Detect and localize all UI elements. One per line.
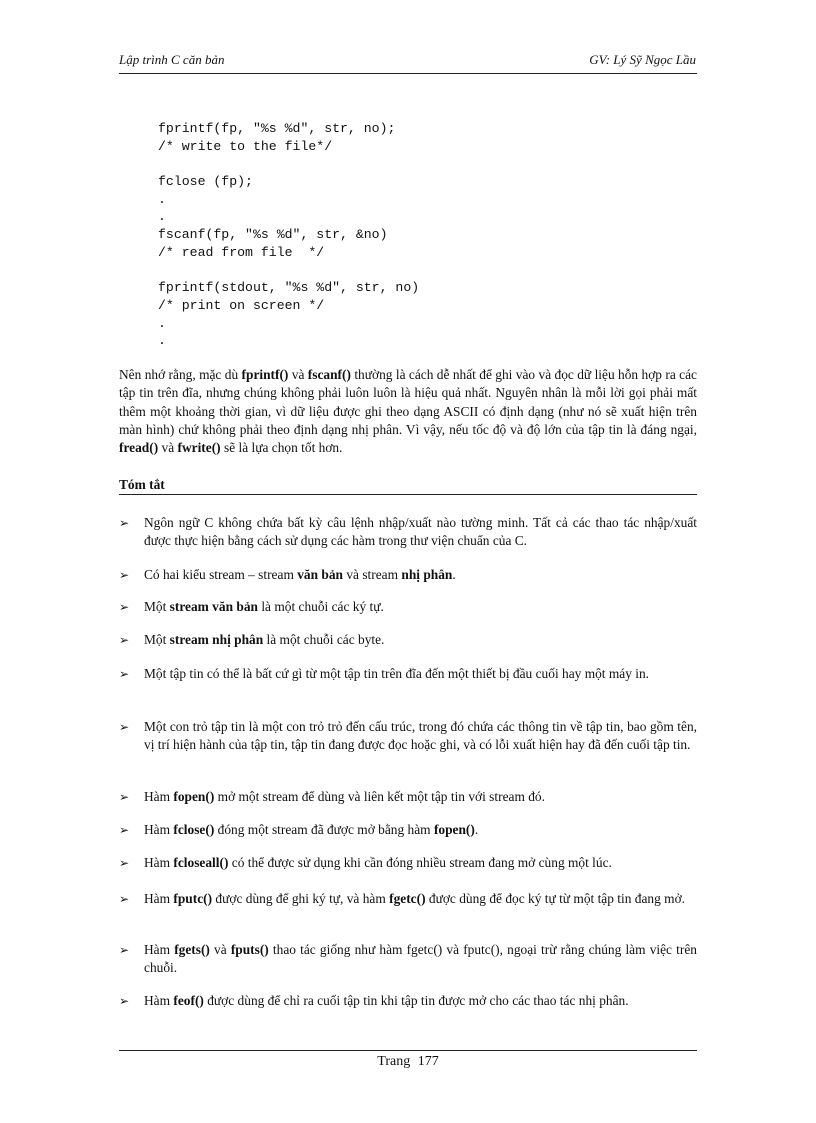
page-footer [0, 1054, 816, 1070]
arrow-bullet-icon: ➢ [119, 516, 130, 530]
summary-item [119, 890, 697, 908]
page-label: Trang [377, 1054, 411, 1069]
code-line: /* write to the file*/ [158, 138, 333, 154]
summary-text: Hàm fclose() đóng một stream đã được mở bằng hàm fopen(). [144, 822, 479, 837]
function-name: fwrite() [177, 440, 221, 456]
summary-text: Một stream nhị phân là một chuỗi các byte. [144, 632, 385, 647]
header-instructor: GV: Lý Sỹ Ngọc Lầu [589, 52, 696, 67]
code-line: fprintf(fp, "%s %d", str, no); [158, 121, 396, 136]
summary-item [119, 598, 697, 616]
arrow-bullet-icon: ➢ [119, 823, 130, 837]
arrow-bullet-icon: ➢ [119, 892, 130, 906]
summary-text: Ngôn ngữ C không chứa bất kỳ câu lệnh nhập/xuất nào tường minh. Tất cả các thao tác nhập/xuất được thực hiện bằng cách sử dụng các hàm trong thư viện chuẩn của C. [144, 515, 697, 548]
summary-item [119, 514, 697, 550]
code-line [158, 262, 419, 280]
summary-item [119, 631, 697, 649]
summary-text: Hàm fputc() được dùng để ghi ký tự, và hàm fgetc() được dùng để đọc ký tự từ một tập tin đang mở. [144, 891, 685, 906]
page-number: 177 [417, 1054, 439, 1069]
arrow-bullet-icon: ➢ [119, 568, 130, 582]
section-divider [119, 494, 697, 495]
arrow-bullet-icon: ➢ [119, 720, 130, 734]
function-name: fscanf() [307, 367, 351, 382]
code-line: . [158, 315, 166, 331]
summary-item [119, 854, 697, 872]
body-paragraph [119, 366, 697, 457]
code-line: fclose (fp); [158, 174, 253, 190]
header-course-title: Lập trình C căn bản [119, 52, 225, 67]
arrow-bullet-icon: ➢ [119, 994, 130, 1008]
code-line: /* print on screen */ [158, 297, 325, 313]
summary-item [119, 566, 697, 584]
summary-item [119, 821, 697, 839]
arrow-bullet-icon: ➢ [119, 667, 130, 681]
paragraph-text: thường là cách dễ nhất để ghi vào và đọc dữ liệu hỗn hợp ra các tập tin trên đĩa, nhưng chúng không phải luôn luôn là hiệu quả nhất. Nguyên nhân là mỗi lời gọi phải mất thêm một khoảng thời gian, vì dữ liệu được ghi theo dạng ASCII có định dạng (như nó sẽ xuất hiện trên màn hình) chứ không phải theo định dạng nhị phân. Vì vậy, nếu tốc độ và độ lớn của tập tin là đáng ngại, [119, 367, 697, 437]
code-block [158, 120, 419, 350]
summary-text: Một con trỏ tập tin là một con trỏ trỏ đến cấu trúc, trong đó chứa các thông tin về tập tin, bao gồm tên, vị trí hiện hành của tập tin, tập tin đang được đọc hoặc ghi, và có lỗi xuất hiện hay đã đến cuối tập tin. [144, 719, 697, 752]
footer-divider [119, 1050, 697, 1051]
header-divider [119, 73, 697, 74]
function-name: fprintf() [241, 367, 289, 382]
summary-item [119, 665, 697, 683]
summary-text: Hàm feof() được dùng để chỉ ra cuối tập tin khi tập tin được mở cho các thao tác nhị phân. [144, 993, 629, 1008]
code-line: . [158, 333, 166, 349]
arrow-bullet-icon: ➢ [119, 790, 130, 804]
arrow-bullet-icon: ➢ [119, 633, 130, 647]
arrow-bullet-icon: ➢ [119, 600, 130, 614]
summary-text: Một stream văn bản là một chuỗi các ký tự. [144, 599, 384, 614]
section-title: Tóm tắt [119, 477, 165, 492]
paragraph-text: Nên nhớ rằng, mặc dù [119, 367, 242, 382]
summary-text: Hàm fgets() và fputs() thao tác giống như hàm fgetc() và fputc(), ngoại trừ rằng chúng làm việc trên chuỗi. [144, 942, 697, 975]
summary-item [119, 992, 697, 1010]
code-line: . [158, 209, 166, 225]
summary-item [119, 788, 697, 806]
paragraph-text: sẽ là lựa chọn tốt hơn. [220, 440, 343, 456]
arrow-bullet-icon: ➢ [119, 943, 130, 957]
paragraph-text: và [288, 367, 308, 382]
arrow-bullet-icon: ➢ [119, 856, 130, 870]
code-line: /* read from file */ [158, 244, 325, 260]
code-line [158, 155, 419, 173]
code-line: . [158, 191, 166, 207]
summary-item [119, 941, 697, 977]
paragraph-text: và [158, 440, 178, 456]
function-name: fread() [119, 440, 159, 456]
summary-text: Hàm fopen() mở một stream để dùng và liên kết một tập tin với stream đó. [144, 789, 545, 804]
code-line: fscanf(fp, "%s %d", str, &no) [158, 227, 388, 243]
summary-text: Có hai kiểu stream – stream văn bản và stream nhị phân. [144, 567, 456, 582]
summary-text: Một tập tin có thể là bất cứ gì từ một tập tin trên đĩa đến một thiết bị đầu cuối hay một máy in. [144, 666, 650, 681]
summary-text: Hàm fcloseall() có thể được sử dụng khi cần đóng nhiều stream đang mở cùng một lúc. [144, 855, 612, 870]
code-line: fprintf(stdout, "%s %d", str, no) [158, 280, 420, 296]
summary-item [119, 718, 697, 754]
